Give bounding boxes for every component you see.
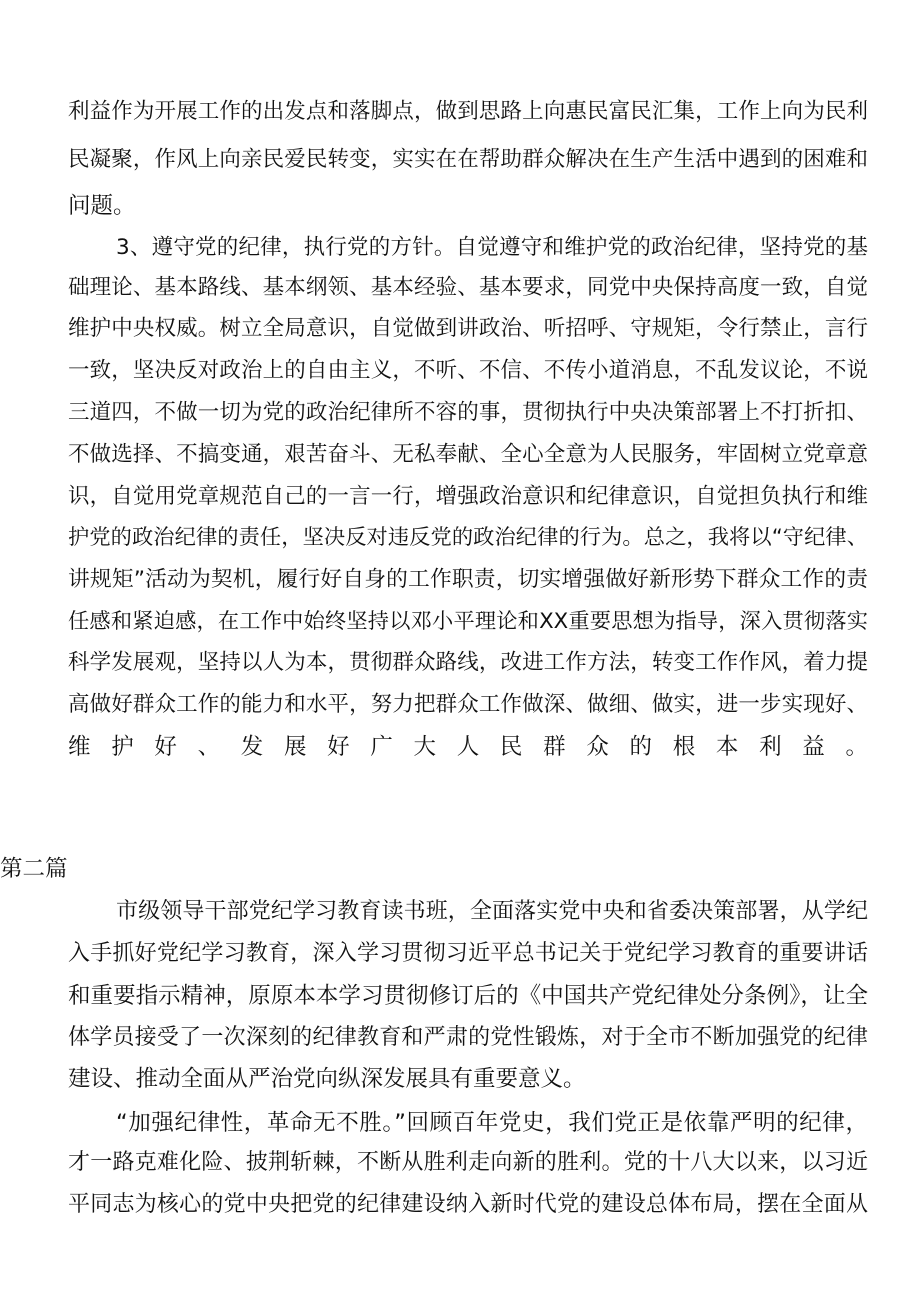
paragraph-line: 问题。 (68, 193, 136, 219)
paragraph-line: 市级领导干部党纪学习教育读书班，全面落实党中央和省委决策部署，从学纪 (116, 899, 868, 924)
paragraph-line: 利益作为开展工作的出发点和落脚点，做到思路上向惠民富民汇集，工作上向为民利 (68, 99, 868, 124)
paragraph-line: 建设、推动全面从严治党向纵深发展具有重要意义。 (68, 1066, 586, 1092)
paragraph-line: 平同志为核心的党中央把党的纪律建设纳入新时代党的建设总体布局，摆在全面从 (68, 1192, 868, 1217)
paragraph-line: 和重要指示精神，原原本本学习贯彻修订后的《中国共产党纪律处分条例》，让全 (68, 983, 868, 1009)
paragraph-line: “加强纪律性，革命无不胜。”回顾百年党史，我们党正是依靠严明的纪律， (116, 1110, 868, 1136)
paragraph-line: 识，自觉用党章规范自己的一言一行，增强政治意识和纪律意识，自觉担负执行和维 (68, 484, 868, 509)
paragraph-line: 3、遵守党的纪律，执行党的方针。自觉遵守和维护党的政治纪律，坚持党的基 (116, 235, 868, 260)
paragraph-line (68, 813, 868, 847)
paragraph-line: 三道四，不做一切为党的政治纪律所不容的事，贯彻执行中央决策部署上不打折扣、 (68, 400, 868, 425)
paragraph-line: 才一路克难化险、披荆斩棘，不断从胜利走向新的胜利。党的十八大以来，以习近 (68, 1150, 868, 1175)
section-heading: 第二篇 (0, 856, 68, 882)
paragraph-line (68, 772, 868, 806)
paragraph-line: 护党的政治纪律的责任，坚决反对违反党的政治纪律的行为。总之，我将以“守纪律、 (68, 525, 868, 550)
paragraph-line: 维护中央权威。树立全局意识，自觉做到讲政治、听招呼、守规矩，令行禁止，言行 (68, 316, 868, 341)
paragraph-line: 科学发展观，坚持以人为本，贯彻群众路线，改进工作方法，转变工作作风，着力提 (68, 650, 868, 675)
paragraph-line: 民凝聚，作风上向亲民爱民转变，实实在在帮助群众解决在生产生活中遇到的困难和 (68, 147, 868, 172)
paragraph-line: 任感和紧迫感，在工作中始终坚持以邓小平理论和XX重要思想为指导，深入贯彻落实 (68, 609, 868, 634)
paragraph-line: 入手抓好党纪学习教育，深入学习贯彻习近平总书记关于党纪学习教育的重要讲话 (68, 941, 868, 966)
paragraph-line: 不做选择、不搞变通，艰苦奋斗、无私奉献、全心全意为人民服务，牢固树立党章意 (68, 442, 868, 467)
paragraph-line: 高做好群众工作的能力和水平，努力把群众工作做深、做细、做实，进一步实现好、 (68, 692, 868, 717)
paragraph-line: 维护好、发展好广大人民群众的根本利益。 (68, 734, 868, 760)
paragraph-line: 础理论、基本路线、基本纲领、基本经验、基本要求，同党中央保持高度一致，自觉 (68, 275, 868, 300)
paragraph-line: 一致，坚决反对政治上的自由主义，不听、不信、不传小道消息，不乱发议论，不说 (68, 358, 868, 383)
paragraph-line: 讲规矩”活动为契机，履行好自身的工作职责，切实增强做好新形势下群众工作的责 (68, 567, 868, 592)
paragraph-line: 体学员接受了一次深刻的纪律教育和严肃的党性锻炼，对于全市不断加强党的纪律 (68, 1025, 868, 1050)
